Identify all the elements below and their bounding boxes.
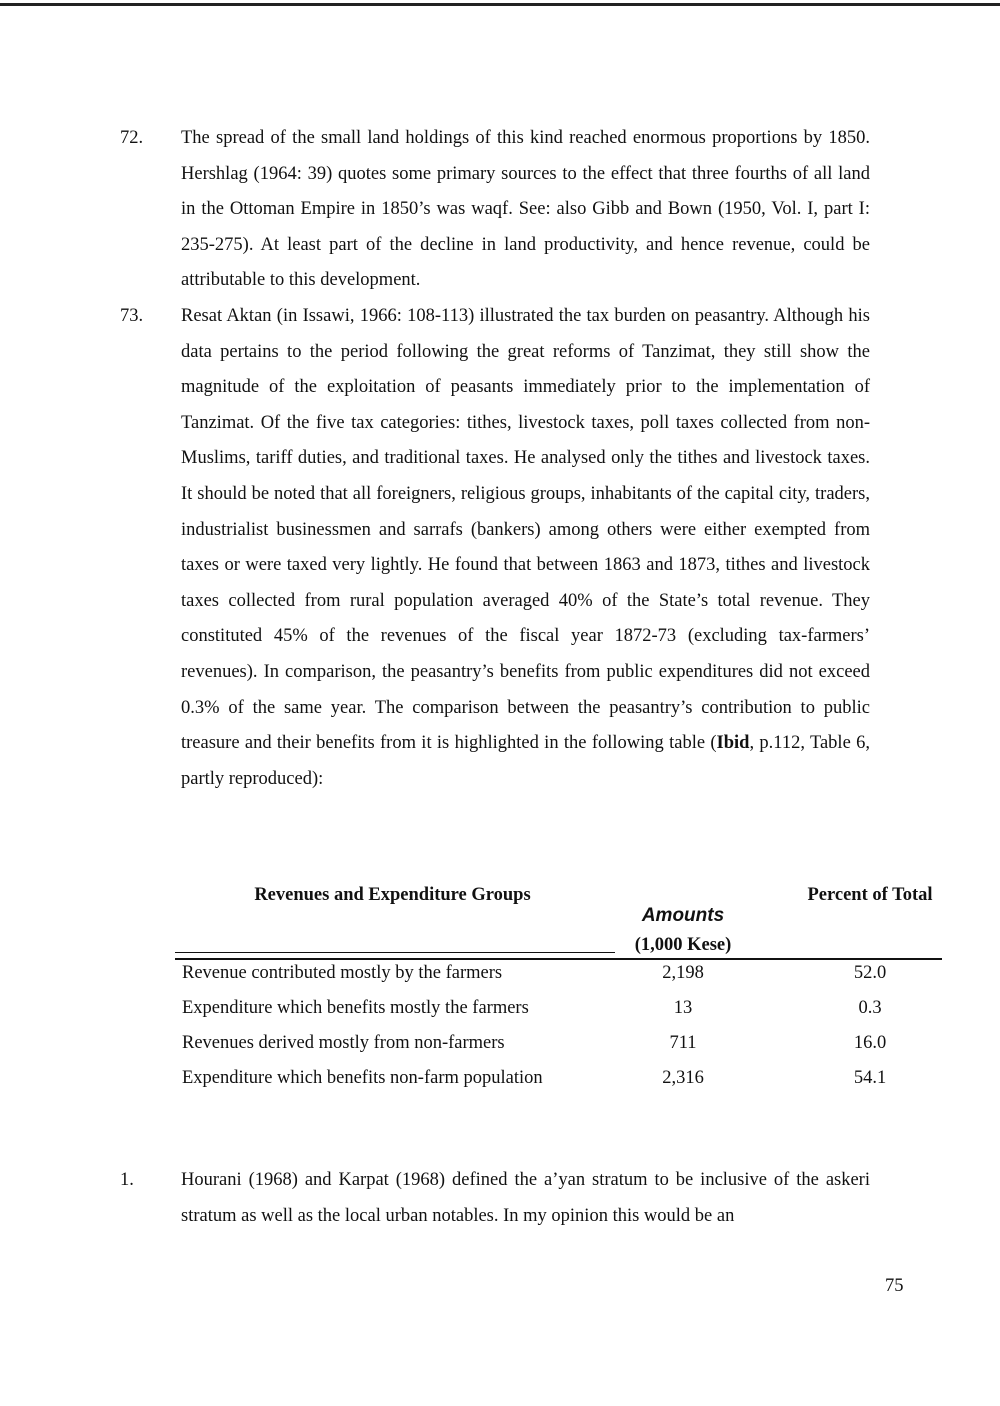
table-row	[175, 960, 942, 995]
header-percent: Percent of Total	[807, 885, 933, 905]
row-label: Revenue contributed mostly by the farmers	[182, 963, 503, 983]
endnote-number: 72.	[120, 128, 144, 148]
row-label: Expenditure which benefits non-farm population	[182, 1068, 543, 1088]
header-groups: Revenues and Expenditure Groups	[254, 885, 531, 905]
endnote-text-main: Resat Aktan (in Issawi, 1966: 108-113) illustrated the tax burden on peasantry. Although his data pertains to the period following the great reforms of Tanzimat, they still show the magnitude of the exploitation of peasants immediately prior to the implementation of Tanzimat. Of the five tax categories: tithes, livestock taxes, poll taxes collected from non-Muslims, tariff duties, and traditional taxes. He analysed only the tithes and livestock taxes. It should be noted that all foreigners, religious groups, inhabitants of the capital city, traders, industrialist businessmen and sarrafs (bankers) among others were either exempted from taxes or were taxed very lightly. He found that between 1863 and 1873, tithes and livestock taxes collected from rural population averaged 40% of the State’s total revenue. They constituted 45% of the revenues of the fiscal year 1872-73 (excluding tax-farmers’ revenues). In comparison, the peasantry’s benefits from public expenditures did not exceed 0.3% of the same year. The comparison between the peasantry’s contribution to public treasure and their benefits from it is highlighted in the following table (	[181, 306, 870, 754]
table-row	[175, 1030, 942, 1065]
row-label: Revenues derived mostly from non-farmers	[182, 1033, 505, 1053]
row-label: Expenditure which benefits mostly the farmers	[182, 998, 529, 1018]
page-number: 75	[885, 1276, 904, 1296]
header-underline	[175, 952, 615, 953]
row-amount: 2,316	[662, 1068, 704, 1088]
row-percent: 16.0	[853, 1033, 887, 1053]
endnote-number: 73.	[120, 306, 144, 326]
row-amount: 13	[673, 998, 693, 1018]
header-unit: (1,000 Kese)	[634, 935, 732, 955]
row-percent: 52.0	[853, 963, 887, 983]
footnote-text: Hourani (1968) and Karpat (1968) defined the a’yan stratum to be inclusive of the askeri stratum as well as the local urban notables. In my opinion this would be an	[181, 1170, 870, 1226]
top-rule	[0, 3, 1000, 6]
table-row	[175, 1065, 942, 1100]
row-amount: 711	[669, 1033, 697, 1053]
table-row	[175, 995, 942, 1030]
endnote-text-tail: , p.112, Table 6, partly reproduced):	[181, 733, 870, 789]
footnote-number: 1.	[120, 1170, 134, 1190]
endnote-73	[120, 299, 870, 797]
endnote-text: The spread of the small land holdings of this kind reached enormous proportions by 1850. Hershlag (1964: 39) quotes some primary sources to the effect that three fourths of all land in the Ottoman Empire in 1850’s was waqf. See: also Gibb and Bown (1950, Vol. I, part I: 235-275). At least part of the decline in land productivity, and hence revenue, could be attributable to this development.	[181, 128, 870, 291]
citation-ibid: Ibid	[716, 733, 750, 754]
endnote-72	[120, 121, 870, 299]
row-amount: 2,198	[662, 963, 704, 983]
row-percent: 54.1	[853, 1068, 887, 1088]
endnote-text	[181, 299, 870, 797]
header-amounts: Amounts	[641, 905, 725, 926]
row-percent: 0.3	[858, 998, 882, 1018]
footnote-1	[120, 1163, 870, 1234]
table-body	[175, 960, 942, 1100]
